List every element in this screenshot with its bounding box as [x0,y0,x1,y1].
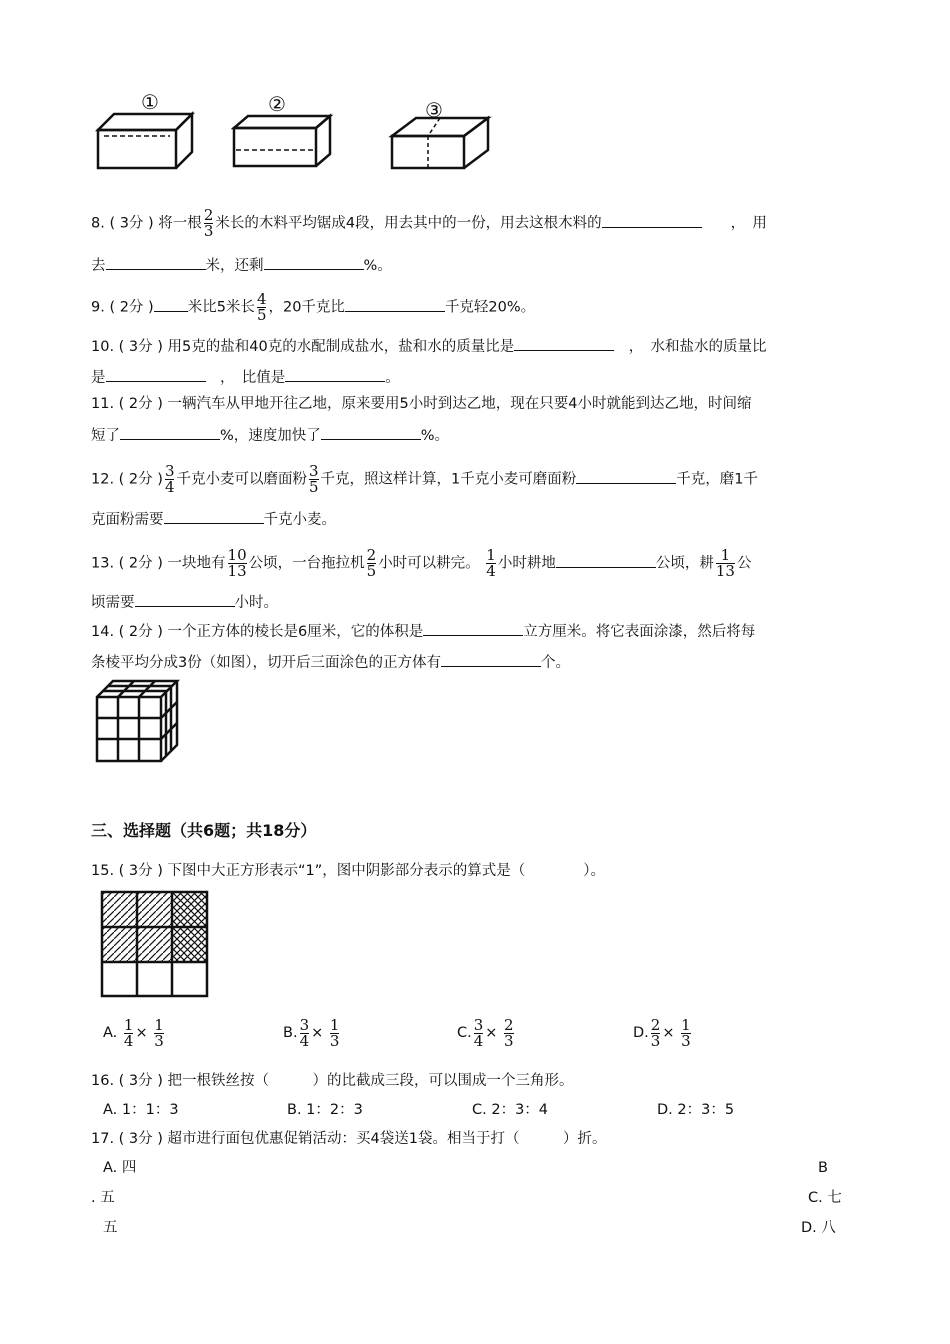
fraction: $\frac{3}{4}$ [473,1015,484,1050]
question-12-line-1: 12. ( 2分 ) $\frac{3}{4}$ 千克小麦可以磨面粉 $\frac{3}{5}$ 千克，照这样计算，1千克小麦可磨面粉 千克，磨1千 [91,462,758,496]
option-17-b-text[interactable]: . 五 [91,1190,115,1206]
question-10-line-2: 是 ， 比值是 。 [91,366,400,388]
fraction: $\frac{3}{4}$ [299,1015,310,1050]
option-17-b-label[interactable]: B [818,1160,828,1176]
fraction: $\frac{1}{3}$ [154,1015,164,1050]
shaded-square-figure [100,890,212,998]
fraction: $\frac{2}{5}$ [366,546,377,580]
fraction: $\frac{4}{5}$ [256,290,267,324]
section-3-heading: 三、选择题（共6题；共18分） [91,821,317,840]
option-17-a[interactable]: A. 四 [103,1160,137,1176]
question-11-line-1: 11. ( 2分 ) 一辆汽车从甲地开往乙地，原来要用5小时到达乙地，现在只要4小时就能到达乙地，时间缩 [91,396,752,412]
question-8-line-1: 8. ( 3分 ) 将一根 $\frac{2}{3}$ 米长的木料平均锯成4段，用去其中的一份，用去这根木料的 ， 用 [91,206,767,240]
option-16-c[interactable]: C. 2：3：4 [472,1102,549,1118]
cuboid-figure-2 [234,116,330,166]
question-13-line-1: 13. ( 2分 ) 一块地有 $\frac{10}{13}$ 公顷，一台拖拉机 $\frac{2}{5}$ 小时可以耕完。 $\frac{1}{4}$ 小时耕地 公顷，耕 $\frac{1}{13}$ 公 [91,546,752,580]
option-16-b[interactable]: B. 1：2：3 [287,1102,363,1118]
option-17-c[interactable]: C. 七 [808,1190,842,1206]
cuboid-figure-3 [392,118,488,168]
question-16: 16. ( 3分 ) 把一根铁丝按（ ）的比截成三段，可以围成一个三角形。 [91,1073,574,1089]
answer-blank[interactable] [164,508,264,524]
answer-blank[interactable] [514,335,614,351]
option-15-b[interactable]: B. $\frac{3}{4}$ × $\frac{1}{3}$ [283,1015,340,1050]
option-16-a[interactable]: A. 1：1：3 [103,1102,179,1118]
figure-label-1: ① [141,90,159,114]
question-11-line-2: 短了 %，速度加快了 %。 [91,424,449,446]
question-14-line-2: 条棱平均分成3份（如图），切开后三面涂色的正方体有 个。 [91,651,570,673]
answer-blank[interactable] [106,366,206,382]
figure-label-2: ② [268,92,286,116]
fraction: $\frac{10}{13}$ [227,546,247,580]
answer-blank[interactable] [441,651,541,667]
cuboid-figure-1 [98,114,192,168]
cube-figure [91,675,183,767]
figure-label-3: ③ [425,98,443,122]
answer-blank[interactable] [423,620,523,636]
answer-blank[interactable] [556,552,656,568]
option-16-d[interactable]: D. 2：3：5 [657,1102,735,1118]
question-13-line-2: 顷需要 小时。 [91,591,278,613]
option-15-d[interactable]: D. $\frac{2}{3}$ × $\frac{1}{3}$ [633,1015,691,1050]
question-8-line-2: 去 米，还剩 %。 [91,254,392,276]
answer-blank[interactable] [106,254,206,270]
question-12-line-2: 克面粉需要 千克小麦。 [91,508,336,530]
fraction: $\frac{2}{3}$ [504,1015,514,1050]
answer-blank[interactable] [120,424,220,440]
fraction: $\frac{1}{4}$ [123,1015,134,1050]
question-17: 17. ( 3分 ) 超市进行面包优惠促销活动：买4袋送1袋。相当于打（ ）折。 [91,1131,607,1147]
answer-blank[interactable] [345,296,445,312]
answer-blank[interactable] [154,296,188,312]
fraction: $\frac{1}{13}$ [715,546,735,580]
fraction: $\frac{3}{4}$ [164,462,175,496]
fraction: $\frac{3}{5}$ [308,462,319,496]
option-17-extra: 五 [103,1220,118,1236]
option-17-d[interactable]: D. 八 [801,1220,836,1236]
fraction: $\frac{1}{4}$ [486,546,496,580]
answer-blank[interactable] [576,468,676,484]
fraction: $\frac{2}{3}$ [203,206,214,240]
answer-blank[interactable] [135,591,235,607]
answer-blank[interactable] [285,366,385,382]
question-14-line-1: 14. ( 2分 ) 一个正方体的棱长是6厘米，它的体积是 立方厘米。将它表面涂漆，然后将每 [91,620,755,642]
answer-blank[interactable] [321,424,421,440]
question-15: 15. ( 3分 ) 下图中大正方形表示“1”，图中阴影部分表示的算式是（ ）。 [91,863,606,879]
question-9: 9. ( 2分 ) 米比5米长 $\frac{4}{5}$ ，20千克比 千克轻20%。 [91,290,536,324]
option-15-c[interactable]: C. $\frac{3}{4}$ × $\frac{2}{3}$ [457,1015,514,1050]
answer-blank[interactable] [602,212,702,228]
answer-blank[interactable] [264,254,364,270]
fraction: $\frac{2}{3}$ [650,1015,661,1050]
option-15-a[interactable]: A. $\frac{1}{4}$ × $\frac{1}{3}$ [103,1015,164,1050]
question-10-line-1: 10. ( 3分 ) 用5克的盐和40克的水配制成盐水，盐和水的质量比是 ， 水和盐水的质量比 [91,335,766,357]
fraction: $\frac{1}{3}$ [329,1015,340,1050]
fraction: $\frac{1}{3}$ [681,1015,691,1050]
